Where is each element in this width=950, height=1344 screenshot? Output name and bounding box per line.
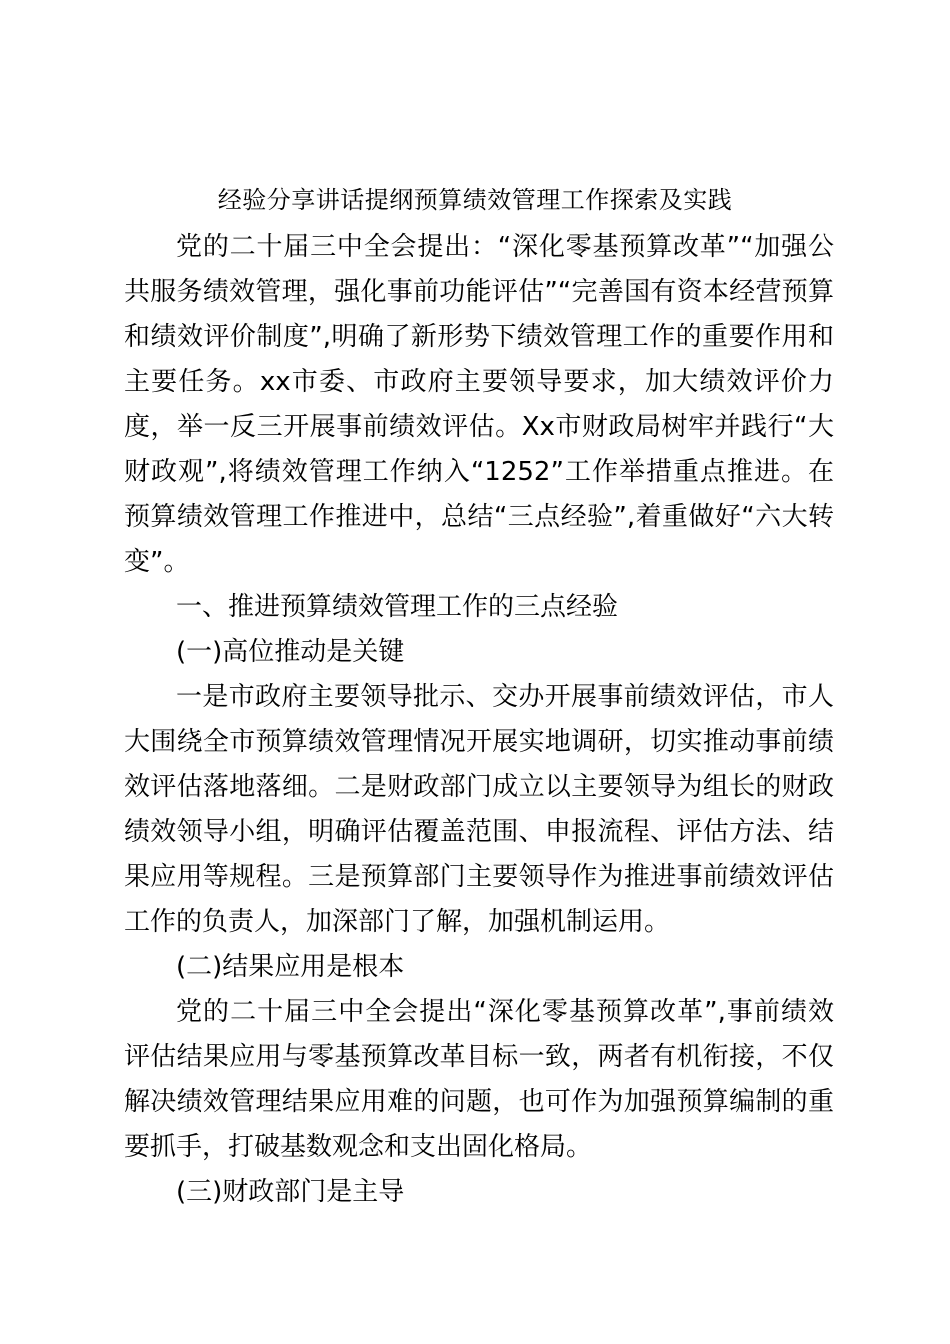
document-title: 经验分享讲话提纲预算绩效管理工作探索及实践 <box>217 186 733 214</box>
paragraph-subsection-2: 党的二十届三中全会提出“深化零基预算改革”,事前绩效评估结果应用与零基预算改革目标一致，两者有机衔接，不仅解决绩效管理结果应用难的问题，也可作为加强预算编制的重要抓手，打破基数观念和支出固化格局。 <box>124 997 834 1162</box>
subsection-heading-3: (三)财政部门是主导 <box>176 1177 405 1207</box>
subsection-heading-2: (二)结果应用是根本 <box>176 952 405 982</box>
paragraph-subsection-1: 一是市政府主要领导批示、交办开展事前绩效评估，市人大围绕全市预算绩效管理情况开展实地调研，切实推动事前绩效评估落地落细。二是财政部门成立以主要领导为组长的财政绩效领导小组，明确评估覆盖范围、申报流程、评估方法、结果应用等规程。三是预算部门主要领导作为推进事前绩效评估工作的负责人，加深部门了解，加强机制运用。 <box>124 682 834 937</box>
paragraph-intro: 党的二十届三中全会提出：“深化零基预算改革”“加强公共服务绩效管理，强化事前功能评估”“完善国有资本经营预算和绩效评价制度”,明确了新形势下绩效管理工作的重要作用和主要任务。xx市委、市政府主要领导要求，加大绩效评价力度，举一反三开展事前绩效评估。Xx市财政局树牢并践行“大财政观”,将绩效管理工作纳入“1252”工作举措重点推进。在预算绩效管理工作推进中，总结“三点经验”,着重做好“六大转变”。 <box>124 232 834 577</box>
subsection-heading-1: (一)高位推动是关键 <box>176 637 405 667</box>
section-heading-1: 一、推进预算绩效管理工作的三点经验 <box>176 592 619 622</box>
document-body <box>124 225 834 1215</box>
